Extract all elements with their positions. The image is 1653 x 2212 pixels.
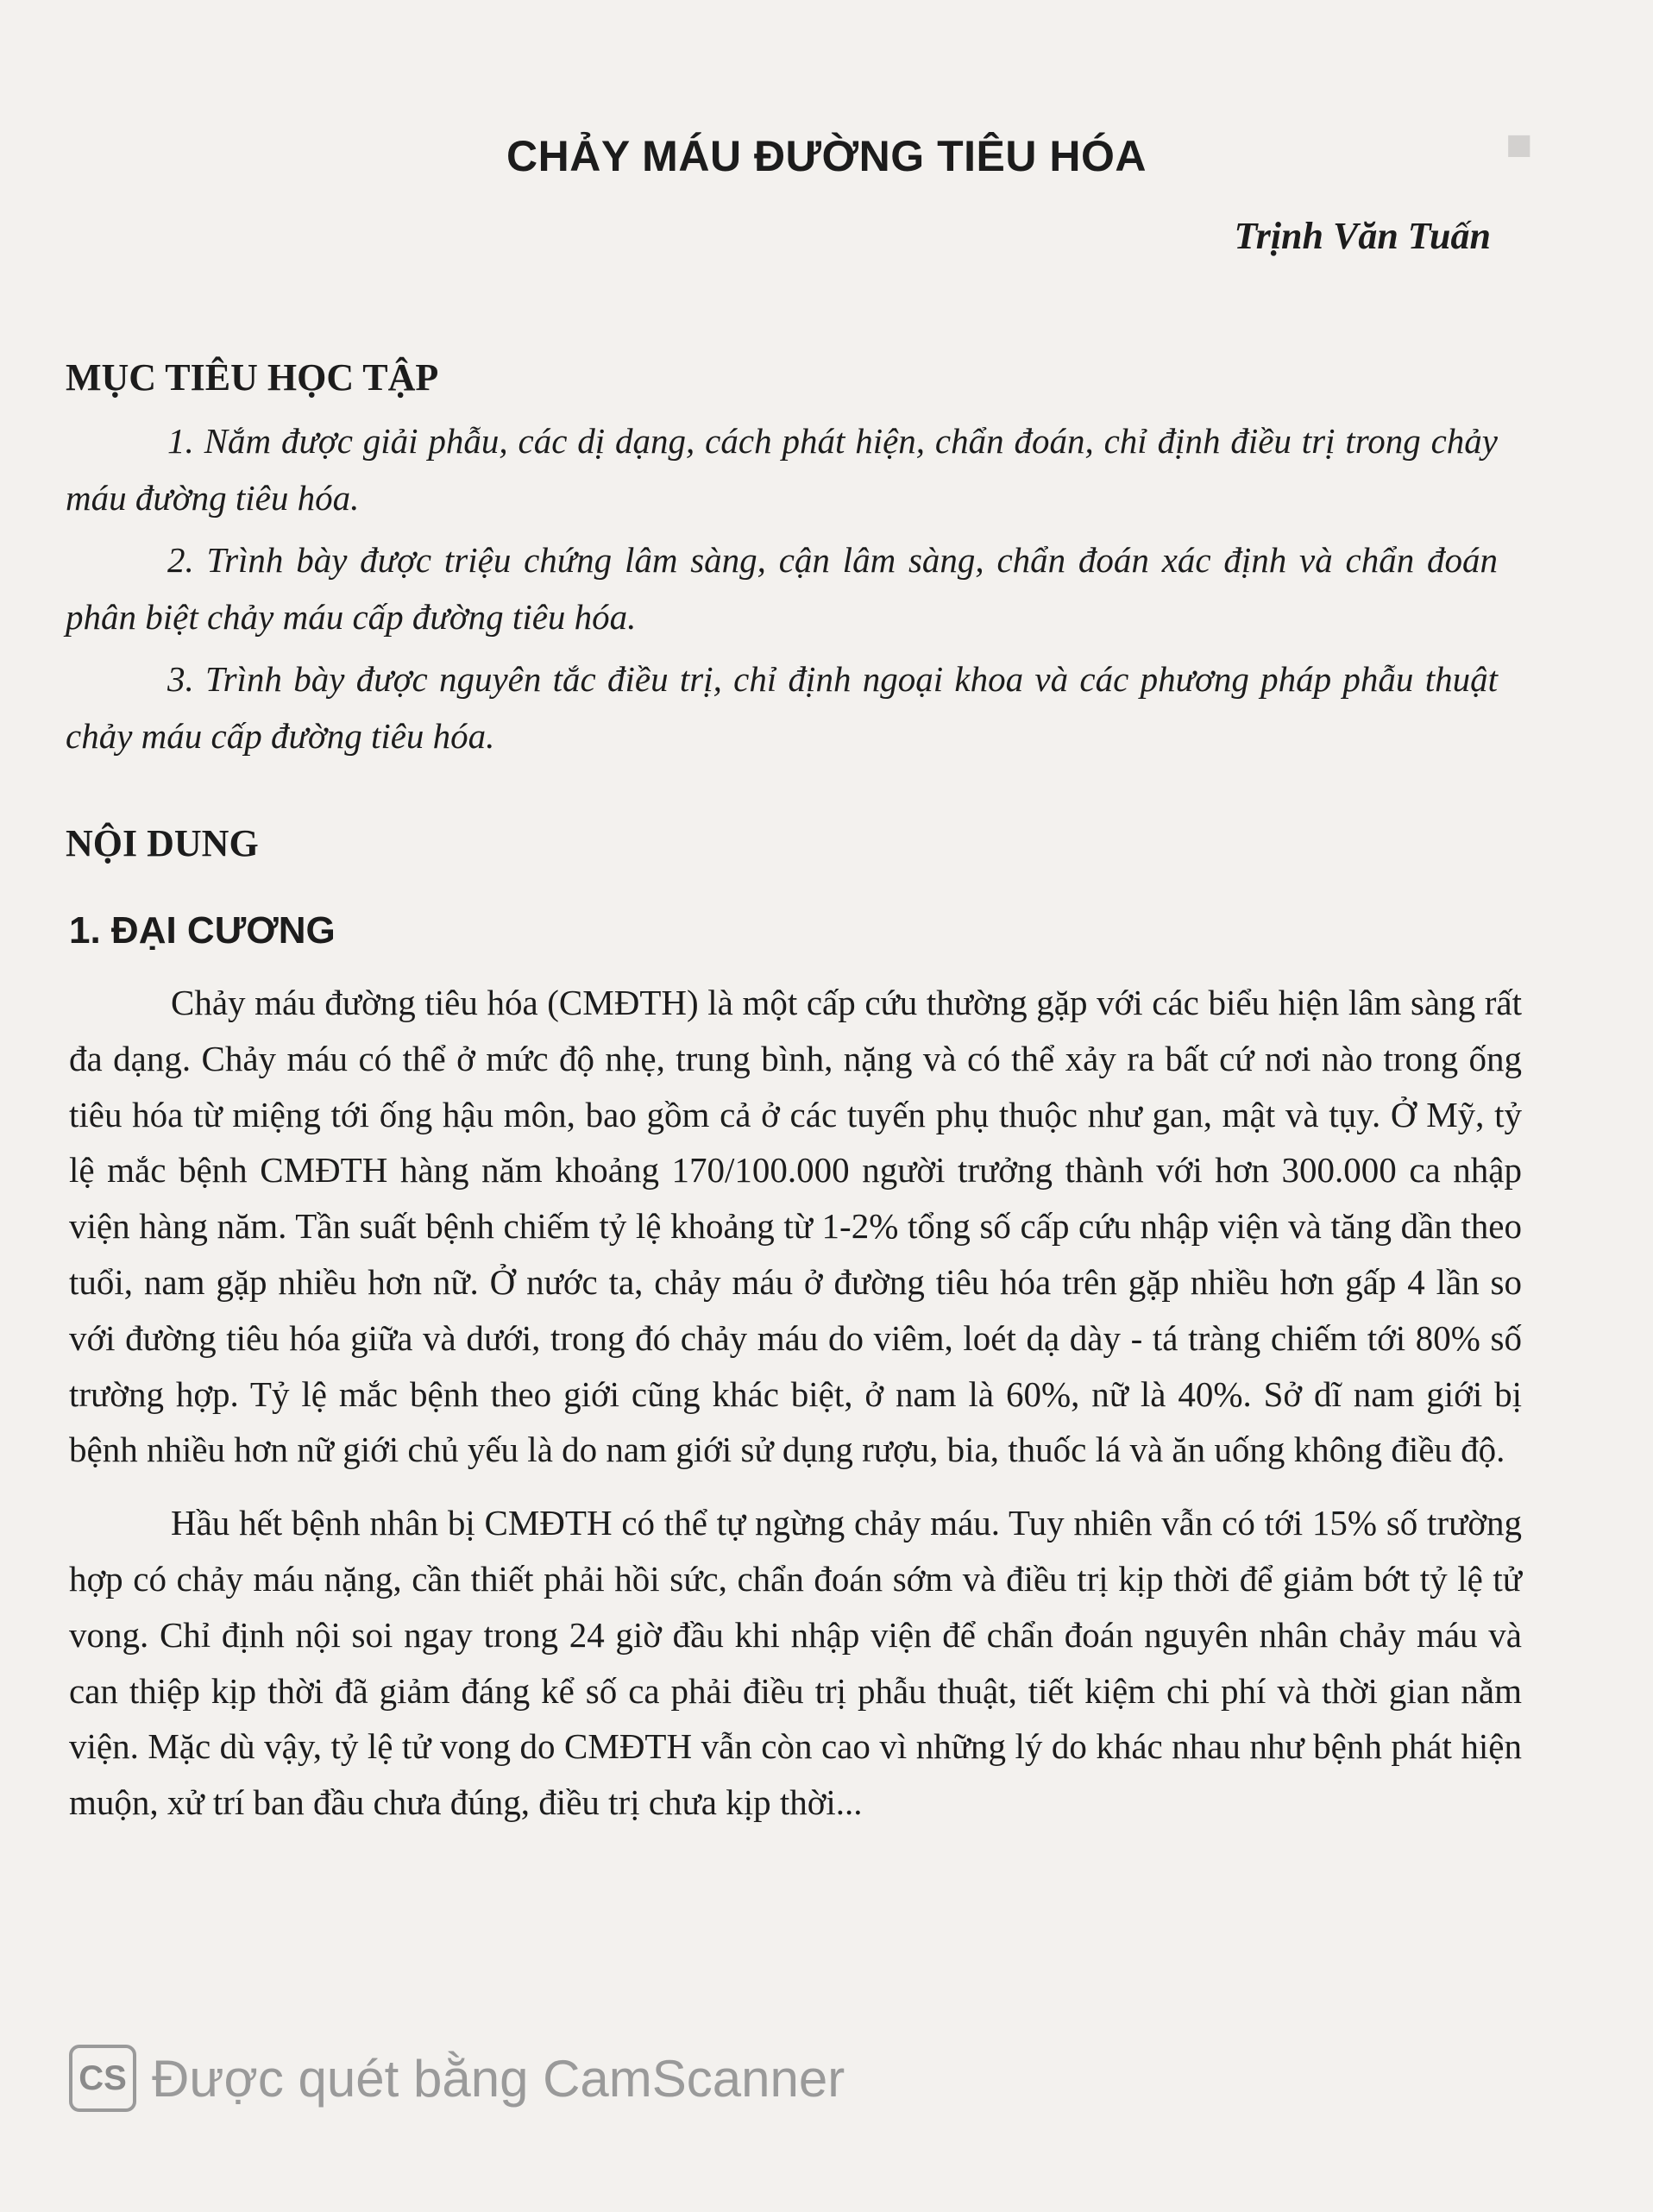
bleed-through-decoration: ■ xyxy=(1505,120,1532,170)
objective-item: 2. Trình bày được triệu chứng lâm sàng, cận lâm sàng, chẩn đoán xác định và chẩn đoán phân biệt chảy máu cấp đường tiêu hóa. xyxy=(66,540,1498,637)
watermark-text: Được quét bằng CamScanner xyxy=(152,2049,845,2108)
objective-item: 3. Trình bày được nguyên tắc điều trị, chỉ định ngoại khoa và các phương pháp phẫu thuật chảy máu cấp đường tiêu hóa. xyxy=(66,659,1498,756)
objectives-heading: MỤC TIÊU HỌC TẬP xyxy=(66,356,439,399)
author-name: Trịnh Văn Tuấn xyxy=(1234,215,1491,257)
content-heading: NỘI DUNG xyxy=(66,822,259,864)
section-heading: 1. ĐẠI CƯƠNG xyxy=(69,909,336,952)
paragraph: Hầu hết bệnh nhân bị CMĐTH có thể tự ngừng chảy máu. Tuy nhiên vẫn có tới 15% số trường hợp có chảy máu nặng, cần thiết phải hồi sức, chẩn đoán sớm và điều trị kịp thời để giảm bớt tỷ lệ tử vong. Chỉ định nội soi ngay trong 24 giờ đầu khi nhập viện để chẩn đoán nguyên nhân chảy máu và can thiệp kịp thời đã giảm đáng kể số ca phải điều trị phẫu thuật, tiết kiệm chi phí và thời gian nằm viện. Mặc dù vậy, tỷ lệ tử vong do CMĐTH vẫn còn cao vì những lý do khác nhau như bệnh phát hiện muộn, xử trí ban đầu chưa đúng, điều trị chưa kịp thời... xyxy=(69,1503,1522,1823)
objective-item: 1. Nắm được giải phẫu, các dị dạng, cách phát hiện, chẩn đoán, chỉ định điều trị trong chảy máu đường tiêu hóa. xyxy=(66,421,1498,518)
body-text xyxy=(69,975,1522,1848)
page-title: CHẢY MÁU ĐƯỜNG TIÊU HÓA xyxy=(506,132,1147,180)
camscanner-logo-icon: CS xyxy=(69,2045,136,2112)
camscanner-watermark xyxy=(69,2045,845,2112)
objectives-list xyxy=(66,412,1498,770)
paragraph: Chảy máu đường tiêu hóa (CMĐTH) là một cấp cứu thường gặp với các biểu hiện lâm sàng rất đa dạng. Chảy máu có thể ở mức độ nhẹ, trung bình, nặng và có thể xảy ra bất cứ nơi nào trong ống tiêu hóa từ miệng tới ống hậu môn, bao gồm cả ở các tuyến phụ thuộc như gan, mật và tụy. Ở Mỹ, tỷ lệ mắc bệnh CMĐTH hàng năm khoảng 170/100.000 người trưởng thành với hơn 300.000 ca nhập viện hàng năm. Tần suất bệnh chiếm tỷ lệ khoảng từ 1-2% tổng số cấp cứu nhập viện và tăng dần theo tuổi, nam gặp nhiều hơn nữ. Ở nước ta, chảy máu ở đường tiêu hóa trên gặp nhiều hơn gấp 4 lần so với đường tiêu hóa giữa và dưới, trong đó chảy máu do viêm, loét dạ dày - tá tràng chiếm tới 80% số trường hợp. Tỷ lệ mắc bệnh theo giới cũng khác biệt, ở nam là 60%, nữ là 40%. Sở dĩ nam giới bị bệnh nhiều hơn nữ giới chủ yếu là do nam giới sử dụng rượu, bia, thuốc lá và ăn uống không điều độ. xyxy=(69,983,1522,1470)
